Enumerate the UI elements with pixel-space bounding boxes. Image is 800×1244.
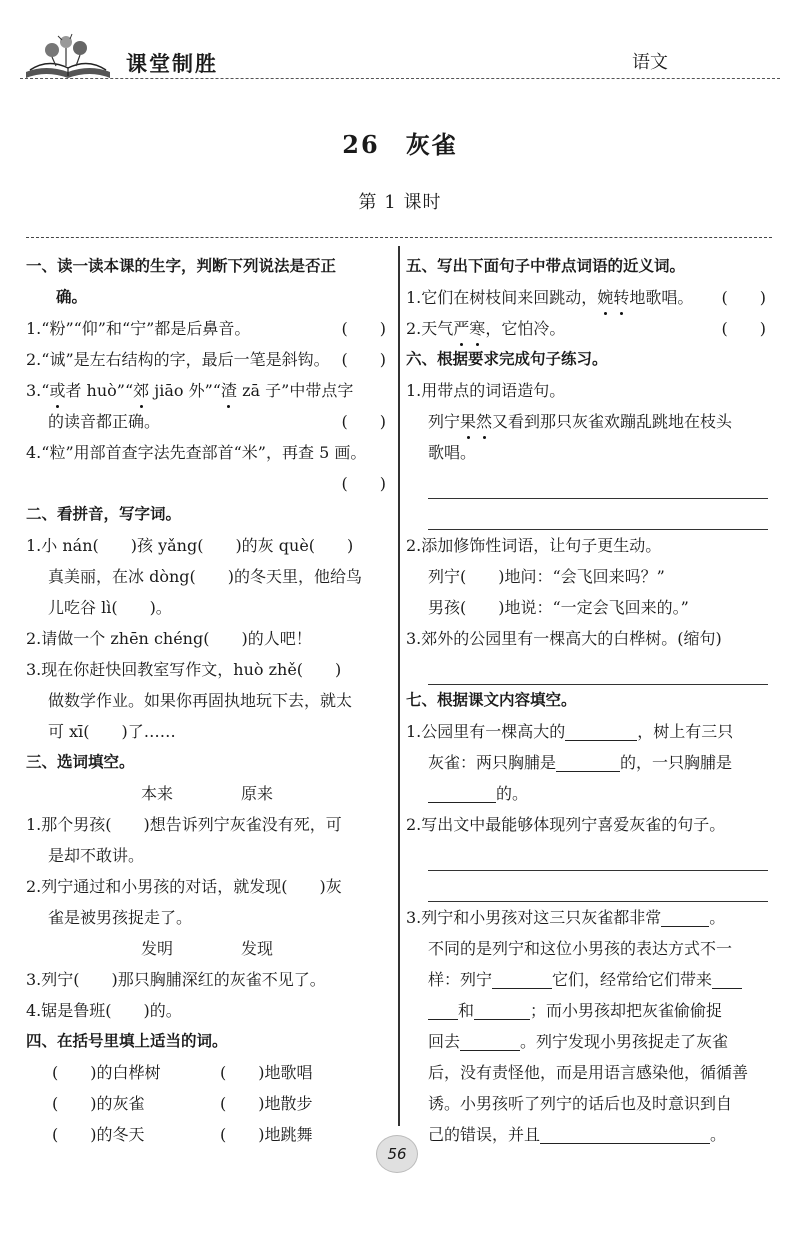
- answer-line[interactable]: [428, 508, 768, 530]
- blank[interactable]: [661, 906, 709, 927]
- answer-paren[interactable]: ( ): [721, 288, 766, 307]
- blank[interactable]: [556, 751, 620, 772]
- section3-heading: 三、选词填空。: [26, 753, 135, 771]
- book-logo-icon: [22, 28, 114, 84]
- lesson-title: 26 灰雀: [342, 130, 458, 159]
- blank[interactable]: [565, 720, 637, 741]
- s4-row: ( )的白桦树 ( )地歌唱: [52, 1063, 313, 1082]
- column-divider: [398, 246, 400, 1126]
- word-bank-2: 发明 发现: [140, 939, 273, 958]
- section7-heading: 七、根据课文内容填空。: [406, 691, 577, 709]
- s7-q3-b: 不同的是列宁和这位小男孩的表达方式不一: [428, 939, 733, 958]
- s7-q1: 1.公园里有一棵高大的 ，树上有三只: [406, 722, 734, 741]
- dotted-char: 果: [460, 406, 476, 437]
- blank[interactable]: [460, 1030, 520, 1051]
- dotted-char: 转: [613, 282, 629, 313]
- right-column: [406, 251, 768, 1150]
- s6-q2-a[interactable]: 列宁( )地问：“会飞回来吗？”: [428, 567, 665, 586]
- s2-line: 做数学作业。如果你再固执地玩下去，就太: [48, 691, 353, 710]
- s2-line[interactable]: 2.请做一个 zhēn chéng( )的人吧！: [26, 629, 312, 648]
- s3-q2-cont: 雀是被男孩捉走了。: [48, 908, 193, 927]
- brand-title: 课堂制胜: [126, 52, 218, 76]
- answer-line[interactable]: [428, 477, 768, 499]
- subject-label: 语文: [632, 52, 668, 73]
- section6-heading: 六、根据要求完成句子练习。: [406, 350, 608, 368]
- page-header: [20, 28, 780, 88]
- page-number: 56: [376, 1135, 418, 1173]
- s7-q1-cont2: 的。: [406, 778, 768, 809]
- s4-row: ( )的灰雀 ( )地散步: [52, 1094, 313, 1113]
- s3-q1-cont: 是却不敢讲。: [48, 846, 145, 865]
- s7-q3-c: 样：列宁 它们，经常给它们带来: [406, 964, 768, 995]
- s6-q1-sentence-cont: 歌唱。: [428, 443, 477, 462]
- s1-q3: 3.“或者 huò”“郊 jiāo 外”“渣 zā 子”中带点字: [26, 375, 388, 406]
- blank[interactable]: [540, 1123, 710, 1144]
- dotted-char: 渣: [221, 375, 237, 406]
- answer-line[interactable]: [428, 849, 768, 871]
- s2-line[interactable]: 1.小 nán( )孩 yǎng( )的灰 què( ): [26, 536, 354, 555]
- blank[interactable]: [712, 968, 742, 989]
- blank[interactable]: [428, 999, 458, 1020]
- s6-q2: 2.添加修饰性词语，让句子更生动。: [406, 536, 662, 555]
- s3-q2[interactable]: 2.列宁通过和小男孩的对话，就发现( )灰: [26, 877, 342, 896]
- section2-heading: 二、看拼音，写字词。: [26, 505, 182, 523]
- answer-paren[interactable]: ( ): [341, 350, 386, 369]
- s3-q4[interactable]: 4.锯是鲁班( )的。: [26, 1001, 182, 1020]
- answer-line[interactable]: [428, 663, 768, 685]
- section1-heading-cont: 确。: [56, 288, 88, 306]
- header-divider: [20, 78, 780, 79]
- s5-q2: 2.天气严寒，它怕冷。 ( ): [406, 313, 768, 344]
- s3-q3[interactable]: 3.列宁( )那只胸脯深红的灰雀不见了。: [26, 970, 326, 989]
- s1-q4: 4.“粒”用部首查字法先查部首“米”，再查 5 画。: [26, 443, 367, 462]
- dotted-char: 严: [453, 313, 469, 344]
- dotted-char: 郊: [133, 375, 149, 406]
- dotted-char: 寒: [469, 313, 485, 344]
- s6-q1-sentence: 列宁果然又看到那只灰雀欢蹦乱跳地在枝头: [406, 406, 768, 437]
- word-bank-1: 本来 原来: [140, 784, 273, 803]
- blank[interactable]: [474, 999, 530, 1020]
- s3-q1[interactable]: 1.那个男孩( )想告诉列宁灰雀没有死，可: [26, 815, 342, 834]
- s2-line[interactable]: 真美丽，在冰 dòng( )的冬天里，他给鸟: [48, 567, 362, 586]
- answer-paren[interactable]: ( ): [341, 319, 386, 338]
- s7-q3-e: 回去 。列宁发现小男孩捉走了灰雀: [428, 1032, 729, 1051]
- section4-heading: 四、在括号里填上适当的词。: [26, 1032, 228, 1050]
- dotted-char: 婉: [597, 282, 613, 313]
- s7-q1-cont: 灰雀：两只胸脯是 的，一只胸脯是: [428, 753, 733, 772]
- dotted-char: 然: [476, 406, 492, 437]
- answer-paren[interactable]: ( ): [341, 474, 386, 493]
- s1-q3-cont: 的读音都正确。 ( ): [26, 406, 388, 437]
- left-column: [26, 251, 388, 1150]
- dotted-char: 或: [49, 375, 65, 406]
- blank[interactable]: [492, 968, 552, 989]
- section1-heading: 一、读一读本课的生字，判断下列说法是否正: [26, 257, 337, 275]
- s7-q3-d: 和 ；而小男孩却把灰雀偷偷捉: [406, 995, 768, 1026]
- s4-row: ( )的冬天 ( )地跳舞: [52, 1125, 313, 1144]
- s1-q1: 1.“粉”“仰”和“宁”都是后鼻音。 ( ): [26, 313, 388, 344]
- section5-heading: 五、写出下面句子中带点词语的近义词。: [406, 257, 686, 275]
- s7-q3-f: 后，没有责怪他，而是用语言感染他，循循善: [428, 1063, 749, 1082]
- s1-q2: 2.“诚”是左右结构的字，最后一笔是斜钩。 ( ): [26, 344, 388, 375]
- answer-line[interactable]: [428, 880, 768, 902]
- s7-q2: 2.写出文中最能够体现列宁喜爱灰雀的句子。: [406, 815, 726, 834]
- s7-q3-h: 己的错误，并且 。: [428, 1125, 727, 1144]
- s2-line[interactable]: 可 xī( )了……: [48, 722, 176, 741]
- s2-line[interactable]: 3.现在你赶快回教室写作文，huò zhě( ): [26, 660, 342, 679]
- s7-q3: 3.列宁和小男孩对这三只灰雀都非常 。: [406, 908, 726, 927]
- answer-paren[interactable]: ( ): [721, 319, 766, 338]
- answer-paren[interactable]: ( ): [341, 412, 386, 431]
- blank[interactable]: [428, 782, 496, 803]
- s1-q4-paren-row: [26, 468, 388, 499]
- s5-q1: 1.它们在树枝间来回跳动，婉转地歌唱。 ( ): [406, 282, 768, 313]
- s6-q3: 3.郊外的公园里有一棵高大的白桦树。(缩句): [406, 629, 722, 648]
- section-rule: [26, 237, 772, 238]
- s6-q2-b[interactable]: 男孩( )地说：“一定会飞回来的。”: [428, 598, 689, 617]
- s6-q1: 1.用带点的词语造句。: [406, 381, 566, 400]
- s7-q3-g: 诱。小男孩听了列宁的话后也及时意识到自: [428, 1094, 733, 1113]
- lesson-period: 第 1 课时: [358, 192, 442, 213]
- s2-line[interactable]: 儿吃谷 lì( )。: [48, 598, 172, 617]
